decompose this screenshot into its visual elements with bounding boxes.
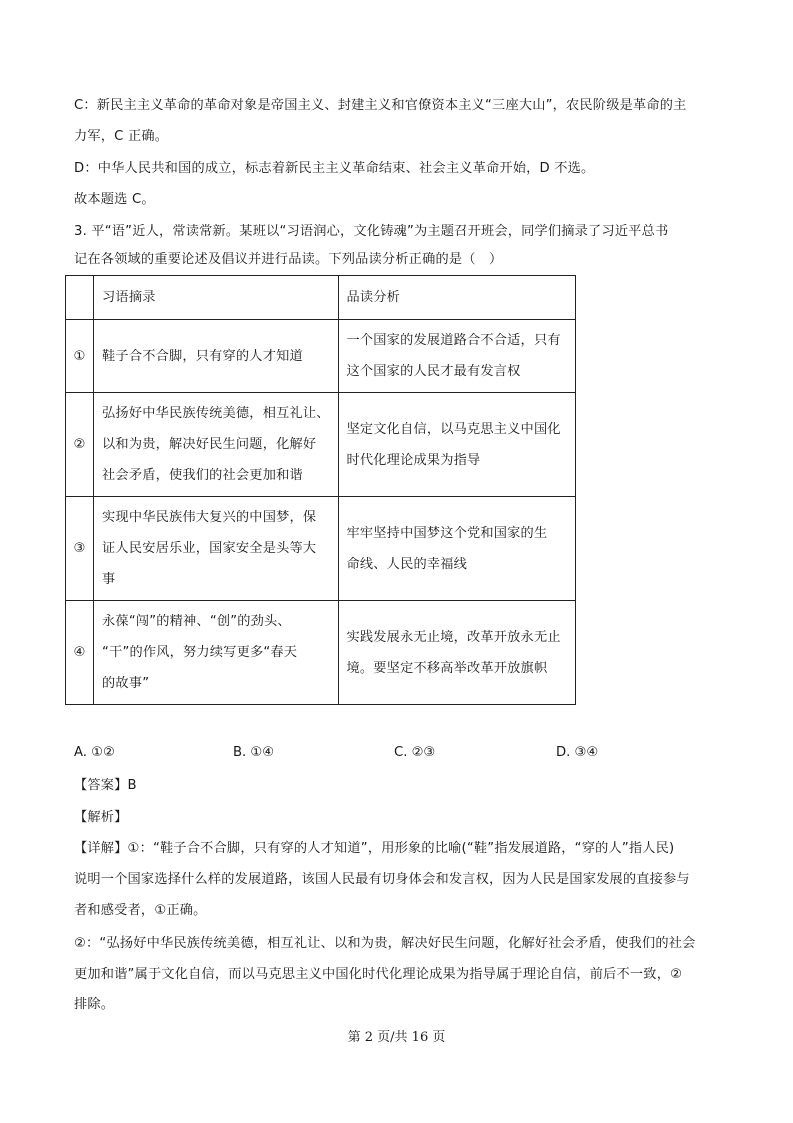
option-d: D. ③④ — [556, 745, 599, 760]
row-number: ③ — [66, 497, 94, 601]
quote-cell — [94, 320, 338, 393]
quote-line: 社会矛盾，使我们的社会更加和谐 — [102, 468, 303, 483]
option-c: C. ②③ — [394, 745, 436, 760]
quote-line: 的故事” — [102, 676, 150, 691]
row-number: ② — [66, 393, 94, 497]
analysis-cell — [338, 320, 575, 393]
detail-line: 【详解】①：“鞋子合不合脚，只有穿的人才知道”，用形象的比喻(“鞋”指发展道路，“穿的人”指人民) — [74, 841, 675, 856]
option-b: B. ①④ — [233, 745, 275, 760]
table-header-num — [66, 276, 94, 320]
quote-line: 证人民安居乐业，国家安全是头等大 — [102, 541, 317, 556]
analysis-line: 牢牢坚持中国梦这个党和国家的生 — [346, 525, 548, 541]
option-a: A. ①② — [74, 745, 115, 760]
text-line-conclusion: 故本题选 C。 — [74, 192, 155, 207]
question-3-line-2: 记在各领域的重要论述及倡议并进行品读。下列品读分析正确的是（ ） — [74, 252, 503, 267]
analysis-line: 命线、人民的幸福线 — [346, 556, 468, 572]
quote-line: 鞋子合不合脚，只有穿的人才知道 — [102, 348, 303, 364]
page-number-footer: 第 2 页/共 16 页 — [347, 1030, 446, 1045]
quote-cell — [94, 601, 338, 705]
analysis-line: 这个国家的人民才最有发言权 — [346, 364, 521, 379]
detail-line: ②：“弘扬好中华民族传统美德，相互礼让、以和为贵，解决好民生问题，化解好社会矛盾，使我们的社会 — [74, 936, 696, 951]
table-header-quote: 习语摘录 — [94, 276, 338, 320]
quote-line: 弘扬好中华民族传统美德，相互礼让、 — [102, 406, 330, 421]
table-row — [66, 320, 576, 393]
quote-line: “干”的作风，努力续写更多“春天 — [102, 645, 298, 660]
quote-cell — [94, 393, 338, 497]
analysis-line: 实践发展永无止境，改革开放永无止 — [346, 629, 561, 645]
quote-analysis-table — [65, 275, 576, 705]
answer-line: 【答案】B — [74, 778, 137, 793]
analysis-cell — [338, 601, 575, 705]
row-number: ① — [66, 320, 94, 393]
text-line-c-option-2: 力军，C 正确。 — [74, 129, 169, 144]
analysis-cell — [338, 393, 575, 497]
table-header-analysis: 品读分析 — [338, 276, 575, 320]
quote-cell — [94, 497, 338, 601]
table-row — [66, 497, 576, 601]
detail-line: 更加和谐”属于文化自信，而以马克思主义中国化时代化理论成果为指导属于理论自信，前后不一致，② — [74, 967, 683, 982]
quote-line: 实现中华民族伟大复兴的中国梦，保 — [102, 510, 317, 525]
analysis-heading: 【解析】 — [74, 810, 128, 825]
analysis-line: 一个国家的发展道路合不合适，只有 — [346, 333, 561, 348]
detail-line: 说明一个国家选择什么样的发展道路，该国人民最有切身体会和发言权，因为人民是国家发展的直接参与 — [74, 872, 690, 887]
analysis-cell — [338, 497, 575, 601]
quote-line: 永葆“闯”的精神、“创”的劲头、 — [102, 614, 291, 629]
analysis-line: 境。要坚定不移高举改革开放旗帜 — [346, 660, 548, 676]
table-header-row — [66, 276, 576, 320]
text-line-d-option: D：中华人民共和国的成立，标志着新民主主义革命结束、社会主义革命开始，D 不选。 — [74, 161, 595, 176]
detail-line: 排除。 — [74, 997, 115, 1012]
table-row — [66, 393, 576, 497]
analysis-line: 坚定文化自信，以马克思主义中国化 — [346, 421, 561, 437]
quote-line: 以和为贵，解决好民生问题，化解好 — [102, 437, 317, 452]
analysis-line: 时代化理论成果为指导 — [346, 452, 481, 468]
question-3-line-1: 3. 平“语”近人，常读常新。某班以“习语润心，文化铸魂”为主题召开班会，同学们摘录了习近平总书 — [74, 224, 669, 239]
detail-line: 者和感受者，①正确。 — [74, 903, 207, 918]
quote-line: 事 — [102, 572, 116, 587]
table-row — [66, 601, 576, 705]
row-number: ④ — [66, 601, 94, 705]
text-line-c-option-1: C：新民主主义革命的革命对象是帝国主义、封建主义和官僚资本主义“三座大山”，农民阶级是革命的主 — [74, 98, 687, 113]
